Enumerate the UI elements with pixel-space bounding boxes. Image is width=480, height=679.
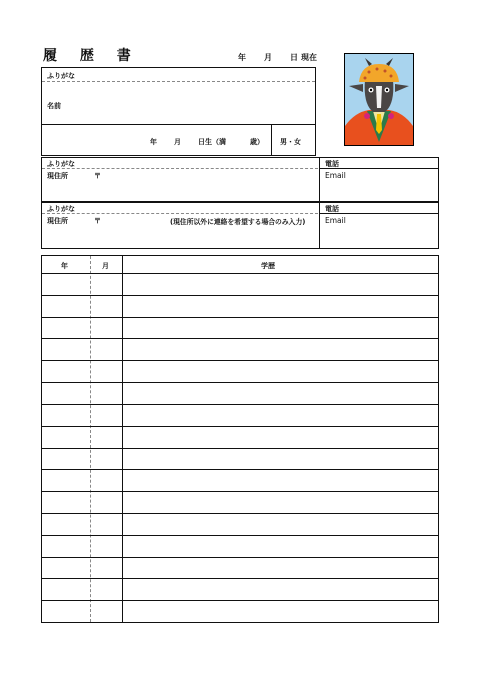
address2-label: 現住所 [47,217,68,225]
table-row[interactable] [42,273,438,296]
address-box-1 [41,157,439,202]
address2-input[interactable] [42,225,319,249]
name-furigana-input[interactable] [42,68,315,81]
table-row[interactable] [42,317,438,340]
address1-email-input[interactable] [320,169,438,201]
birth-month-label: 月 [174,138,181,146]
name-furigana-label: ふりがな [47,72,75,80]
page-title: 履 歴 書 [43,48,140,64]
address-box-2 [41,202,439,249]
address1-email-label: Email [325,171,346,180]
table-row[interactable] [42,513,438,536]
address2-furigana-divider [42,213,318,214]
col-month-header: 月 [102,262,109,270]
address2-email-label: Email [325,216,346,225]
table-row[interactable] [42,535,438,558]
table-row[interactable] [42,578,438,601]
birth-day-label: 日生（満 [198,138,226,146]
date-now-label: 現在 [301,53,317,62]
address1-phone-label: 電話 [325,160,339,168]
address1-postal-mark: 〒 [94,172,101,180]
address2-note: (現住所以外に連絡を希望する場合のみ入力) [170,218,306,226]
table-row[interactable] [42,491,438,514]
address2-furigana-label: ふりがな [47,205,75,213]
table-row[interactable] [42,338,438,361]
photo-area[interactable] [344,53,414,146]
table-row[interactable] [42,404,438,427]
name-input[interactable] [42,82,315,124]
birth-year-label: 年 [150,138,157,146]
table-row[interactable] [42,600,438,623]
table-row[interactable] [42,448,438,471]
table-row[interactable] [42,382,438,405]
gender-divider [271,124,272,155]
address1-furigana-label: ふりがな [47,160,75,168]
address2-email-input[interactable] [320,214,438,248]
name-label: 名前 [47,102,61,110]
birth-age-label: 歳） [250,138,264,146]
address2-postal-mark: 〒 [94,217,101,225]
col-history-header: 学歴 [261,262,275,270]
address2-phone-label: 電話 [325,205,339,213]
date-line [238,52,317,63]
table-row[interactable] [42,557,438,580]
history-table [41,255,439,623]
address1-label: 現住所 [47,172,68,180]
table-row[interactable] [42,295,438,318]
date-month-label: 月 [264,53,272,62]
date-year-label: 年 [238,53,246,62]
address1-input[interactable] [42,169,319,201]
table-row[interactable] [42,360,438,383]
birth-date-input[interactable] [42,125,271,155]
table-row[interactable] [42,469,438,492]
date-day-label: 日 [290,53,298,62]
col-year-header: 年 [61,262,68,270]
table-row[interactable] [42,426,438,449]
personal-info-box [41,67,316,156]
goat-portrait-illustration [345,54,413,145]
gender-selector[interactable]: 男・女 [280,138,301,146]
